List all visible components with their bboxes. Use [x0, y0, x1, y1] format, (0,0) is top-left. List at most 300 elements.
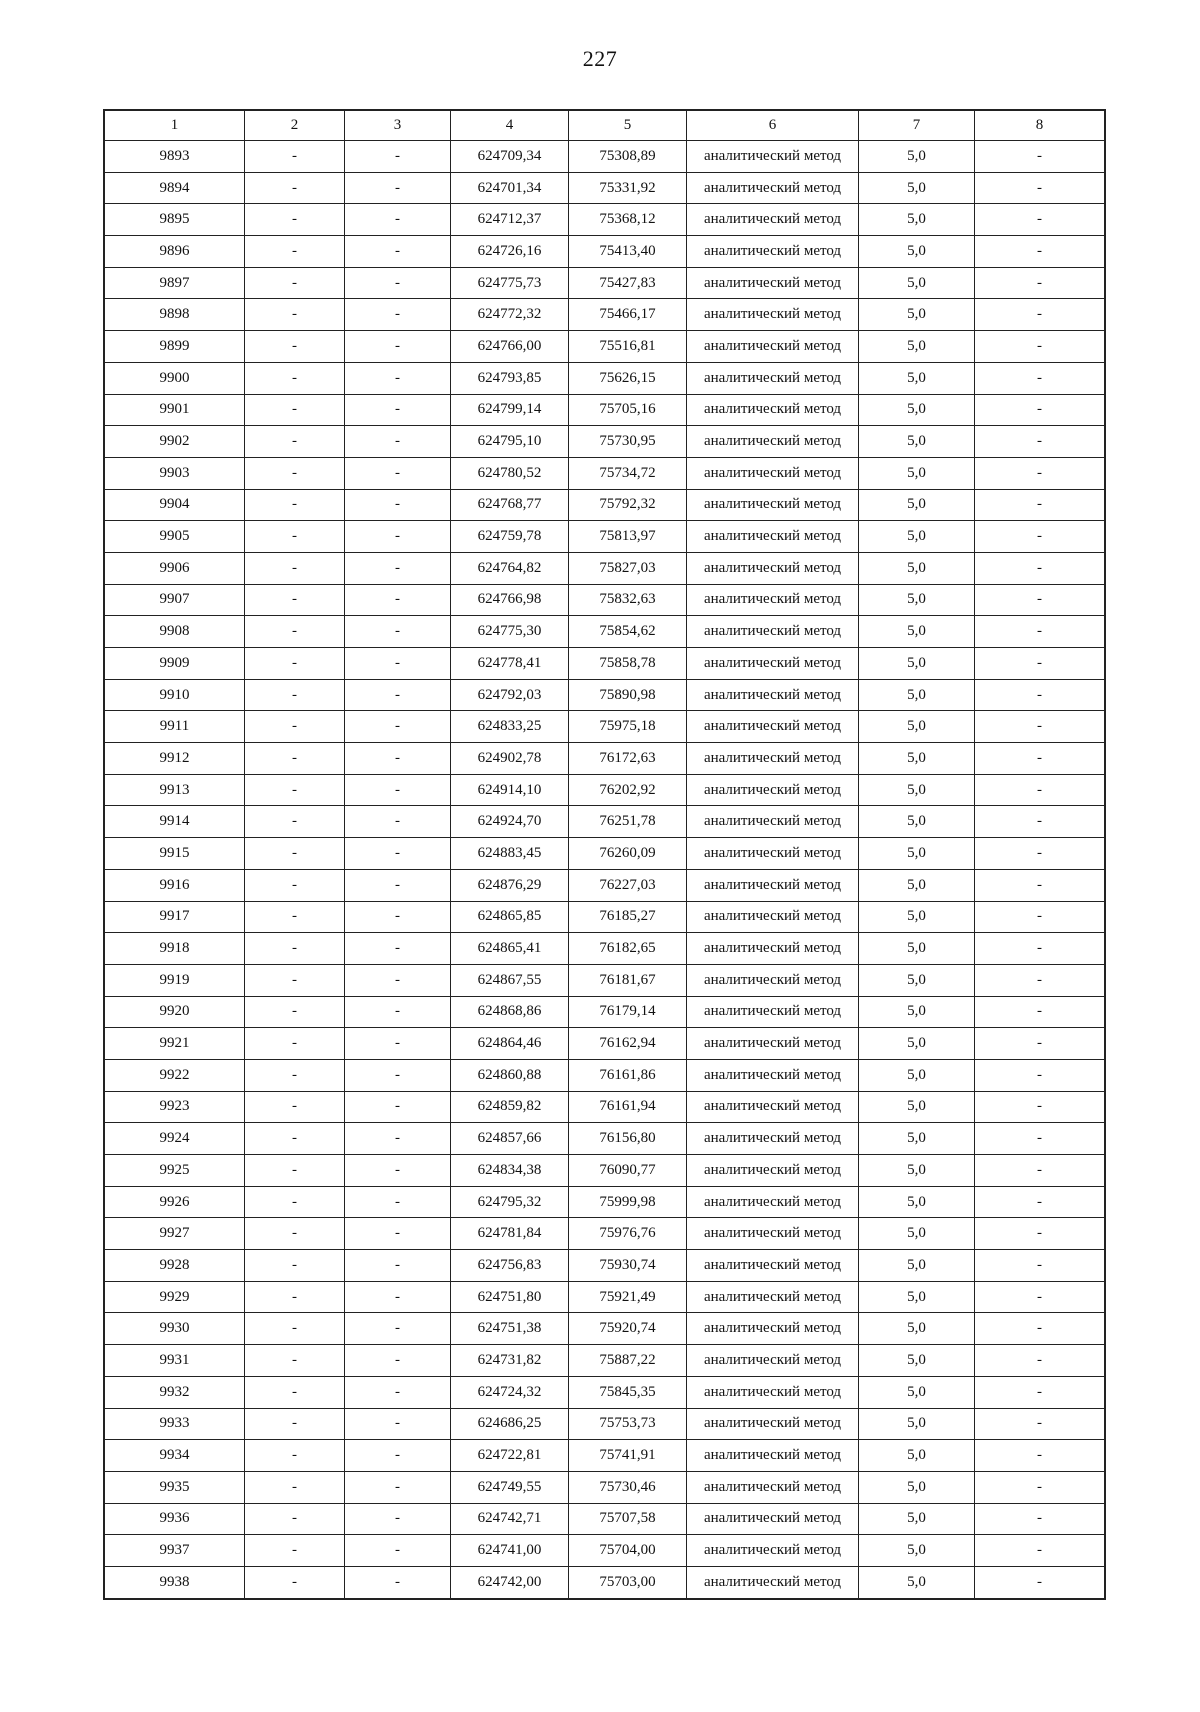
cell-col-3: - — [345, 1503, 451, 1535]
cell-coord-x: 624742,00 — [451, 1566, 569, 1598]
cell-col-3: - — [345, 362, 451, 394]
cell-col-2: - — [245, 1313, 345, 1345]
cell-coord-x: 624859,82 — [451, 1091, 569, 1123]
cell-accuracy: 5,0 — [859, 236, 975, 268]
cell-coord-x: 624724,32 — [451, 1376, 569, 1408]
cell-point-number: 9898 — [105, 299, 245, 331]
cell-method: аналитический метод — [687, 1535, 859, 1567]
cell-point-number: 9916 — [105, 869, 245, 901]
cell-coord-x: 624701,34 — [451, 172, 569, 204]
cell-col-3: - — [345, 1059, 451, 1091]
cell-col-3: - — [345, 299, 451, 331]
cell-method: аналитический метод — [687, 457, 859, 489]
cell-coord-y: 75832,63 — [569, 584, 687, 616]
cell-coord-y: 75975,18 — [569, 711, 687, 743]
cell-method: аналитический метод — [687, 1059, 859, 1091]
cell-col-2: - — [245, 331, 345, 363]
cell-point-number: 9928 — [105, 1250, 245, 1282]
cell-point-number: 9921 — [105, 1028, 245, 1060]
cell-accuracy: 5,0 — [859, 1313, 975, 1345]
cell-point-number: 9912 — [105, 743, 245, 775]
table-row — [105, 584, 1105, 616]
table-body — [105, 141, 1105, 1599]
cell-coord-x: 624759,78 — [451, 521, 569, 553]
cell-method: аналитический метод — [687, 172, 859, 204]
cell-point-number: 9918 — [105, 933, 245, 965]
cell-coord-x: 624731,82 — [451, 1345, 569, 1377]
table-row — [105, 362, 1105, 394]
cell-col-3: - — [345, 267, 451, 299]
cell-coord-y: 75427,83 — [569, 267, 687, 299]
table-row — [105, 1186, 1105, 1218]
cell-coord-x: 624749,55 — [451, 1471, 569, 1503]
cell-point-number: 9919 — [105, 964, 245, 996]
cell-accuracy: 5,0 — [859, 1218, 975, 1250]
cell-col-8: - — [975, 1313, 1105, 1345]
table-row — [105, 743, 1105, 775]
cell-point-number: 9908 — [105, 616, 245, 648]
cell-coord-x: 624781,84 — [451, 1218, 569, 1250]
cell-col-8: - — [975, 1028, 1105, 1060]
cell-point-number: 9895 — [105, 204, 245, 236]
table-row — [105, 774, 1105, 806]
header-col-1: 1 — [105, 111, 245, 141]
header-col-2: 2 — [245, 111, 345, 141]
cell-method: аналитический метод — [687, 743, 859, 775]
table-row — [105, 1218, 1105, 1250]
cell-coord-y: 75827,03 — [569, 552, 687, 584]
cell-col-3: - — [345, 1186, 451, 1218]
table-row — [105, 1566, 1105, 1598]
cell-col-8: - — [975, 964, 1105, 996]
cell-coord-y: 75890,98 — [569, 679, 687, 711]
cell-coord-x: 624775,73 — [451, 267, 569, 299]
cell-col-2: - — [245, 141, 345, 173]
coordinates-table — [104, 110, 1105, 1599]
cell-accuracy: 5,0 — [859, 806, 975, 838]
header-col-3: 3 — [345, 111, 451, 141]
cell-col-3: - — [345, 1535, 451, 1567]
cell-accuracy: 5,0 — [859, 331, 975, 363]
cell-coord-x: 624766,00 — [451, 331, 569, 363]
cell-method: аналитический метод — [687, 996, 859, 1028]
cell-method: аналитический метод — [687, 141, 859, 173]
cell-point-number: 9924 — [105, 1123, 245, 1155]
cell-coord-y: 75730,95 — [569, 426, 687, 458]
cell-coord-y: 76202,92 — [569, 774, 687, 806]
cell-col-2: - — [245, 1408, 345, 1440]
cell-method: аналитический метод — [687, 362, 859, 394]
cell-col-8: - — [975, 1218, 1105, 1250]
cell-coord-y: 75753,73 — [569, 1408, 687, 1440]
cell-col-2: - — [245, 394, 345, 426]
cell-col-2: - — [245, 616, 345, 648]
cell-point-number: 9906 — [105, 552, 245, 584]
cell-coord-x: 624865,85 — [451, 901, 569, 933]
cell-coord-x: 624902,78 — [451, 743, 569, 775]
cell-col-3: - — [345, 964, 451, 996]
table-row — [105, 1281, 1105, 1313]
cell-col-2: - — [245, 1345, 345, 1377]
cell-col-8: - — [975, 616, 1105, 648]
cell-point-number: 9897 — [105, 267, 245, 299]
cell-coord-x: 624780,52 — [451, 457, 569, 489]
cell-accuracy: 5,0 — [859, 996, 975, 1028]
cell-col-2: - — [245, 236, 345, 268]
table-row — [105, 552, 1105, 584]
cell-accuracy: 5,0 — [859, 362, 975, 394]
cell-method: аналитический метод — [687, 1471, 859, 1503]
table-row — [105, 616, 1105, 648]
cell-accuracy: 5,0 — [859, 774, 975, 806]
cell-method: аналитический метод — [687, 204, 859, 236]
cell-coord-x: 624772,32 — [451, 299, 569, 331]
cell-col-8: - — [975, 426, 1105, 458]
cell-method: аналитический метод — [687, 806, 859, 838]
cell-col-2: - — [245, 996, 345, 1028]
cell-col-8: - — [975, 552, 1105, 584]
cell-coord-y: 75930,74 — [569, 1250, 687, 1282]
cell-accuracy: 5,0 — [859, 1250, 975, 1282]
cell-accuracy: 5,0 — [859, 1408, 975, 1440]
cell-method: аналитический метод — [687, 964, 859, 996]
cell-method: аналитический метод — [687, 774, 859, 806]
cell-col-8: - — [975, 172, 1105, 204]
cell-accuracy: 5,0 — [859, 1028, 975, 1060]
cell-col-2: - — [245, 1059, 345, 1091]
cell-accuracy: 5,0 — [859, 616, 975, 648]
cell-col-2: - — [245, 362, 345, 394]
cell-coord-x: 624741,00 — [451, 1535, 569, 1567]
cell-coord-x: 624778,41 — [451, 648, 569, 680]
cell-accuracy: 5,0 — [859, 1059, 975, 1091]
cell-coord-y: 76182,65 — [569, 933, 687, 965]
cell-method: аналитический метод — [687, 838, 859, 870]
cell-accuracy: 5,0 — [859, 489, 975, 521]
cell-col-8: - — [975, 1091, 1105, 1123]
cell-col-8: - — [975, 679, 1105, 711]
cell-col-3: - — [345, 1566, 451, 1598]
cell-coord-x: 624792,03 — [451, 679, 569, 711]
cell-coord-y: 76090,77 — [569, 1155, 687, 1187]
cell-accuracy: 5,0 — [859, 1566, 975, 1598]
cell-coord-y: 75813,97 — [569, 521, 687, 553]
cell-accuracy: 5,0 — [859, 521, 975, 553]
table-row — [105, 996, 1105, 1028]
cell-point-number: 9894 — [105, 172, 245, 204]
cell-accuracy: 5,0 — [859, 457, 975, 489]
cell-col-8: - — [975, 996, 1105, 1028]
cell-coord-y: 75741,91 — [569, 1440, 687, 1472]
cell-col-3: - — [345, 1155, 451, 1187]
cell-col-2: - — [245, 584, 345, 616]
cell-coord-y: 75921,49 — [569, 1281, 687, 1313]
cell-method: аналитический метод — [687, 584, 859, 616]
cell-col-8: - — [975, 457, 1105, 489]
cell-point-number: 9932 — [105, 1376, 245, 1408]
cell-coord-y: 75516,81 — [569, 331, 687, 363]
cell-col-2: - — [245, 964, 345, 996]
cell-coord-x: 624834,38 — [451, 1155, 569, 1187]
cell-col-3: - — [345, 552, 451, 584]
cell-col-8: - — [975, 1471, 1105, 1503]
cell-accuracy: 5,0 — [859, 1376, 975, 1408]
cell-point-number: 9899 — [105, 331, 245, 363]
cell-col-3: - — [345, 616, 451, 648]
cell-coord-x: 624833,25 — [451, 711, 569, 743]
table-row — [105, 1440, 1105, 1472]
cell-point-number: 9893 — [105, 141, 245, 173]
table-row — [105, 172, 1105, 204]
cell-coord-x: 624868,86 — [451, 996, 569, 1028]
cell-col-3: - — [345, 711, 451, 743]
cell-col-3: - — [345, 996, 451, 1028]
cell-point-number: 9931 — [105, 1345, 245, 1377]
cell-coord-x: 624751,38 — [451, 1313, 569, 1345]
cell-col-3: - — [345, 1091, 451, 1123]
cell-col-8: - — [975, 1503, 1105, 1535]
cell-coord-x: 624795,32 — [451, 1186, 569, 1218]
cell-col-2: - — [245, 933, 345, 965]
cell-col-2: - — [245, 743, 345, 775]
table-row — [105, 1376, 1105, 1408]
cell-col-2: - — [245, 838, 345, 870]
cell-col-8: - — [975, 584, 1105, 616]
cell-coord-x: 624857,66 — [451, 1123, 569, 1155]
cell-col-3: - — [345, 1345, 451, 1377]
cell-point-number: 9905 — [105, 521, 245, 553]
cell-col-2: - — [245, 1471, 345, 1503]
table-row — [105, 426, 1105, 458]
cell-accuracy: 5,0 — [859, 267, 975, 299]
cell-col-3: - — [345, 236, 451, 268]
cell-method: аналитический метод — [687, 869, 859, 901]
cell-col-8: - — [975, 1155, 1105, 1187]
cell-col-8: - — [975, 838, 1105, 870]
cell-col-2: - — [245, 711, 345, 743]
cell-coord-x: 624865,41 — [451, 933, 569, 965]
cell-col-2: - — [245, 679, 345, 711]
cell-method: аналитический метод — [687, 616, 859, 648]
table-row — [105, 1091, 1105, 1123]
table-row — [105, 838, 1105, 870]
cell-method: аналитический метод — [687, 1028, 859, 1060]
cell-accuracy: 5,0 — [859, 584, 975, 616]
cell-col-3: - — [345, 172, 451, 204]
cell-coord-y: 76162,94 — [569, 1028, 687, 1060]
cell-col-2: - — [245, 1281, 345, 1313]
cell-col-8: - — [975, 521, 1105, 553]
table-row — [105, 1345, 1105, 1377]
table-row — [105, 711, 1105, 743]
table-row — [105, 1313, 1105, 1345]
cell-col-3: - — [345, 869, 451, 901]
cell-coord-y: 76260,09 — [569, 838, 687, 870]
cell-col-2: - — [245, 426, 345, 458]
table-row — [105, 1535, 1105, 1567]
cell-method: аналитический метод — [687, 1566, 859, 1598]
cell-point-number: 9901 — [105, 394, 245, 426]
cell-accuracy: 5,0 — [859, 1123, 975, 1155]
cell-coord-y: 75734,72 — [569, 457, 687, 489]
cell-point-number: 9926 — [105, 1186, 245, 1218]
cell-col-3: - — [345, 933, 451, 965]
cell-method: аналитический метод — [687, 331, 859, 363]
cell-coord-y: 76251,78 — [569, 806, 687, 838]
cell-accuracy: 5,0 — [859, 1471, 975, 1503]
cell-col-3: - — [345, 1471, 451, 1503]
cell-col-3: - — [345, 1313, 451, 1345]
cell-coord-y: 76156,80 — [569, 1123, 687, 1155]
cell-col-3: - — [345, 1218, 451, 1250]
cell-point-number: 9915 — [105, 838, 245, 870]
cell-col-8: - — [975, 1408, 1105, 1440]
cell-col-2: - — [245, 521, 345, 553]
cell-coord-y: 75705,16 — [569, 394, 687, 426]
cell-coord-y: 75703,00 — [569, 1566, 687, 1598]
cell-col-2: - — [245, 901, 345, 933]
cell-coord-x: 624883,45 — [451, 838, 569, 870]
cell-coord-y: 75920,74 — [569, 1313, 687, 1345]
cell-point-number: 9902 — [105, 426, 245, 458]
cell-coord-x: 624722,81 — [451, 1440, 569, 1472]
cell-coord-x: 624766,98 — [451, 584, 569, 616]
cell-coord-y: 75854,62 — [569, 616, 687, 648]
cell-method: аналитический метод — [687, 1345, 859, 1377]
cell-col-3: - — [345, 838, 451, 870]
cell-method: аналитический метод — [687, 552, 859, 584]
cell-coord-y: 75845,35 — [569, 1376, 687, 1408]
cell-col-3: - — [345, 743, 451, 775]
header-col-4: 4 — [451, 111, 569, 141]
cell-method: аналитический метод — [687, 1155, 859, 1187]
cell-col-3: - — [345, 1440, 451, 1472]
cell-point-number: 9934 — [105, 1440, 245, 1472]
cell-col-3: - — [345, 648, 451, 680]
cell-method: аналитический метод — [687, 1250, 859, 1282]
table-row — [105, 1155, 1105, 1187]
cell-col-3: - — [345, 521, 451, 553]
cell-point-number: 9927 — [105, 1218, 245, 1250]
table-row — [105, 679, 1105, 711]
cell-col-2: - — [245, 1186, 345, 1218]
cell-coord-x: 624756,83 — [451, 1250, 569, 1282]
cell-coord-x: 624742,71 — [451, 1503, 569, 1535]
cell-point-number: 9933 — [105, 1408, 245, 1440]
cell-col-2: - — [245, 1218, 345, 1250]
cell-coord-y: 76161,86 — [569, 1059, 687, 1091]
cell-method: аналитический метод — [687, 1186, 859, 1218]
cell-coord-y: 76227,03 — [569, 869, 687, 901]
table-row — [105, 299, 1105, 331]
cell-method: аналитический метод — [687, 1440, 859, 1472]
cell-col-8: - — [975, 299, 1105, 331]
cell-col-2: - — [245, 1091, 345, 1123]
cell-col-2: - — [245, 489, 345, 521]
cell-point-number: 9896 — [105, 236, 245, 268]
cell-method: аналитический метод — [687, 648, 859, 680]
cell-coord-y: 76161,94 — [569, 1091, 687, 1123]
cell-accuracy: 5,0 — [859, 204, 975, 236]
cell-col-2: - — [245, 869, 345, 901]
cell-col-8: - — [975, 711, 1105, 743]
cell-col-2: - — [245, 1566, 345, 1598]
table-row — [105, 394, 1105, 426]
cell-coord-y: 76172,63 — [569, 743, 687, 775]
cell-coord-y: 75368,12 — [569, 204, 687, 236]
cell-col-8: - — [975, 1186, 1105, 1218]
cell-point-number: 9911 — [105, 711, 245, 743]
cell-col-8: - — [975, 1281, 1105, 1313]
cell-coord-x: 624712,37 — [451, 204, 569, 236]
cell-col-8: - — [975, 331, 1105, 363]
cell-method: аналитический метод — [687, 1408, 859, 1440]
cell-coord-y: 75976,76 — [569, 1218, 687, 1250]
cell-col-3: - — [345, 1123, 451, 1155]
cell-col-3: - — [345, 1250, 451, 1282]
cell-col-3: - — [345, 204, 451, 236]
cell-coord-x: 624876,29 — [451, 869, 569, 901]
cell-point-number: 9922 — [105, 1059, 245, 1091]
cell-point-number: 9903 — [105, 457, 245, 489]
cell-col-8: - — [975, 806, 1105, 838]
cell-col-2: - — [245, 457, 345, 489]
cell-accuracy: 5,0 — [859, 394, 975, 426]
cell-accuracy: 5,0 — [859, 1281, 975, 1313]
cell-coord-x: 624867,55 — [451, 964, 569, 996]
header-col-7: 7 — [859, 111, 975, 141]
cell-point-number: 9936 — [105, 1503, 245, 1535]
table-row — [105, 1408, 1105, 1440]
cell-col-3: - — [345, 489, 451, 521]
header-col-6: 6 — [687, 111, 859, 141]
cell-col-2: - — [245, 1503, 345, 1535]
header-col-5: 5 — [569, 111, 687, 141]
cell-point-number: 9917 — [105, 901, 245, 933]
cell-col-2: - — [245, 267, 345, 299]
cell-accuracy: 5,0 — [859, 838, 975, 870]
cell-method: аналитический метод — [687, 1281, 859, 1313]
cell-accuracy: 5,0 — [859, 426, 975, 458]
cell-accuracy: 5,0 — [859, 299, 975, 331]
cell-coord-y: 75999,98 — [569, 1186, 687, 1218]
cell-method: аналитический метод — [687, 901, 859, 933]
cell-coord-y: 75331,92 — [569, 172, 687, 204]
cell-col-8: - — [975, 933, 1105, 965]
table-row — [105, 489, 1105, 521]
header-col-8: 8 — [975, 111, 1105, 141]
cell-method: аналитический метод — [687, 299, 859, 331]
cell-point-number: 9929 — [105, 1281, 245, 1313]
cell-col-3: - — [345, 901, 451, 933]
cell-coord-y: 76179,14 — [569, 996, 687, 1028]
table-row — [105, 933, 1105, 965]
cell-col-8: - — [975, 204, 1105, 236]
cell-col-8: - — [975, 1376, 1105, 1408]
cell-coord-x: 624799,14 — [451, 394, 569, 426]
cell-accuracy: 5,0 — [859, 1503, 975, 1535]
cell-col-8: - — [975, 1250, 1105, 1282]
cell-method: аналитический метод — [687, 711, 859, 743]
cell-accuracy: 5,0 — [859, 901, 975, 933]
cell-col-8: - — [975, 743, 1105, 775]
cell-accuracy: 5,0 — [859, 1345, 975, 1377]
cell-col-8: - — [975, 141, 1105, 173]
table-row — [105, 1123, 1105, 1155]
cell-coord-x: 624864,46 — [451, 1028, 569, 1060]
cell-coord-y: 75626,15 — [569, 362, 687, 394]
cell-method: аналитический метод — [687, 426, 859, 458]
